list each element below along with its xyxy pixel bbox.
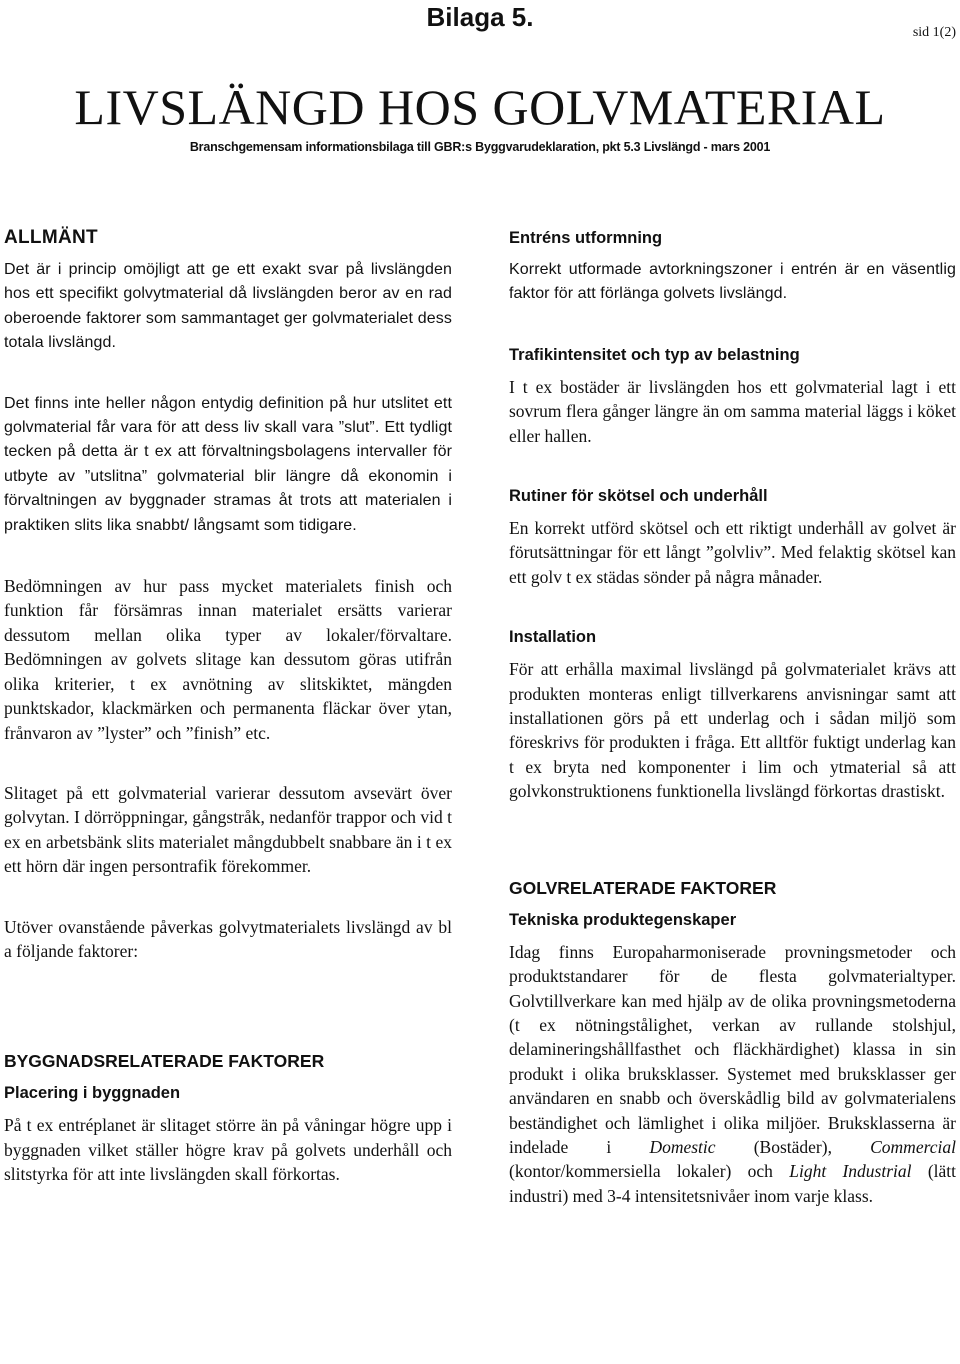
appendix-label: Bilaga 5. bbox=[426, 2, 534, 32]
subheading-entre: Entréns utformning bbox=[509, 229, 663, 247]
tekniska-text-d: (lätt industri) med 3-4 intensitetsnivåer inom varje klass. bbox=[509, 1161, 956, 1206]
tekniska-text-b: (Bostäder), bbox=[715, 1136, 871, 1157]
tekniska-text-a: Idag finns Europaharmoniserade provningsmetoder och produktstandarer för de flesta golvmaterialtyper. Golvtillverkare kan med hjälp av de olika provningsmetoderna (t ex nötningstålighet, verkan av rullande stolshjul, delamineringshållfasthet och fläckhärdighet) klassa in sin produkt i olika bruksklasser. Systemet med bruksklasser ger användaren en snabb och överskådlig bild av golvmaterialens beständighet och lämlighet i olika miljöer. Bruksklasserna är indelade i bbox=[509, 941, 956, 1157]
paragraph-allmant-4: Slitaget på ett golvmaterial varierar dessutom avsevärt över golvytan. I dörröppningar, gångstråk, nedanför trappor och vid t ex en arbetsbänk slits materialet mångdubbelt snabbare än i t ex ett hörn där ingen persontrafik förekommer. bbox=[4, 782, 452, 877]
paragraph-placering: På t ex entréplanet är slitaget större än på våningar högre upp i byggnaden vilket ställer högre krav på golvets underhåll och slitstyrka för att inte livslängden skall förkortas. bbox=[4, 1115, 452, 1185]
subheading-trafik: Trafikintensitet och typ av belastning bbox=[509, 345, 800, 364]
term-domestic: Domestic bbox=[649, 1136, 716, 1157]
page-title: LIVSLÄNGD HOS GOLVMATERIAL bbox=[74, 79, 886, 135]
page-number: sid 1(2) bbox=[912, 25, 956, 40]
page-subtitle: Branschgemensam informationsbilaga till GBR:s Byggvarudeklaration, pkt 5.3 Livslängd - mars 2001 bbox=[189, 140, 771, 154]
right-column bbox=[509, 226, 956, 1208]
term-light-industrial: Light Industrial bbox=[789, 1161, 912, 1182]
paragraph-installation: För att erhålla maximal livslängd på golvmaterialet krävs att produkten monteras enligt tillverkarens anvisningar samt att installationen görs på ett underlag och i sådan miljö som föreskrivs för produkten i fråga. Ett alltför fuktigt underlag kan t ex bryta ned komponenter i lim och ytmaterial så att golvkonstruktionens funktionella livslängd förkortas drastiskt. bbox=[509, 659, 956, 802]
paragraph-trafik: I t ex bostäder är livslängden hos ett golvmaterial lagt i ett sovrum flera gånger längre än om samma material läggs i köket eller hallen. bbox=[509, 376, 956, 446]
left-column bbox=[4, 226, 452, 1187]
section-heading-byggnad: BYGGNADSRELATERADE FAKTORER bbox=[4, 1051, 325, 1072]
section-heading-golv: GOLVRELATERADE FAKTORER bbox=[509, 877, 777, 898]
term-commercial: Commercial bbox=[870, 1136, 956, 1157]
paragraph-allmant-1: Det är i princip omöjligt att ge ett exakt svar på livslängden hos ett specifikt golvytmaterial då livslängden beror av en rad oberoende faktorer som sammantaget ger golvmaterialet dess totala livslängd. bbox=[4, 261, 452, 352]
paragraph-allmant-3: Bedömningen av hur pass mycket materialets finish och funktion får försämras innan materialet ersätts varierar dessutom mellan olika typer av lokaler/förvaltare. Bedömningen av golvets slitage kan dessutom göras utifrån olika kriterier, t ex avnötning av slitskiktet, mängden punktskador, klackmärken och permanenta fläckar över ytan, frånvaron av ”lyster” och ”finish” etc. bbox=[4, 576, 452, 743]
paragraph-allmant-5: Utöver ovanstående påverkas golvytmaterialets livslängd av bl a följande faktorer: bbox=[4, 916, 452, 961]
paragraph-tekniska bbox=[509, 940, 956, 1208]
paragraph-allmant-2: Det finns inte heller någon entydig definition på hur utslitet ett golvmaterial får vara för att dess liv skall vara ”slut”. Ett tydligt tecken på detta är t ex att förvaltningsbolagens intervaller för utbyte av ”utslitna” golvmaterial blir längre då ekonomin i förvaltningen av byggnader stramas åt trots att materialen i praktiken slits lika snabbt/ långsamt som tidigare. bbox=[4, 394, 452, 534]
tekniska-text-c: (kontor/kommersiella lokaler) och bbox=[509, 1161, 790, 1182]
subheading-tekniska: Tekniska produktegenskaper bbox=[509, 910, 737, 929]
subheading-rutiner: Rutiner för skötsel och underhåll bbox=[509, 487, 768, 506]
section-heading-allmant: ALLMÄNT bbox=[4, 227, 98, 248]
paragraph-rutiner: En korrekt utförd skötsel och ett riktigt underhåll av golvet är förutsättningar för ett långt ”golvliv”. Med felaktig skötsel kan ett golv t ex städas sönder på några månader. bbox=[509, 518, 956, 587]
subheading-placering: Placering i byggnaden bbox=[4, 1084, 181, 1103]
paragraph-entre: Korrekt utformade avtorkningszoner i entrén är en väsentlig faktor för att förlänga golvets livslängd. bbox=[509, 261, 956, 303]
subheading-installation: Installation bbox=[509, 628, 597, 647]
